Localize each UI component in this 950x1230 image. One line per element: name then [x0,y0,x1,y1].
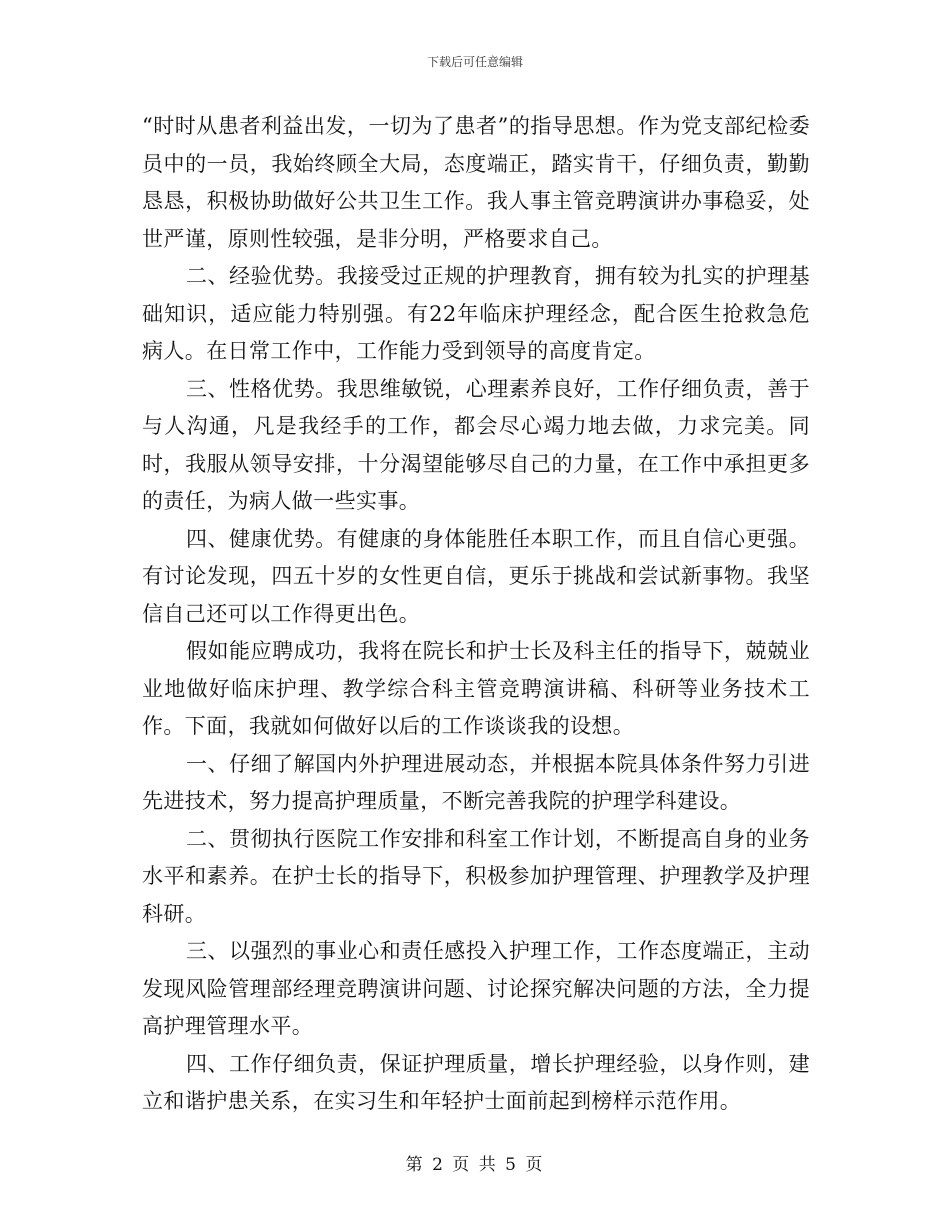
paragraph-health-advantage: 四、健康优势。有健康的身体能胜任本职工作，而且自信心更强。有讨论发现，四五十岁的女性更自信，更乐于挑战和尝试新事物。我坚信自己还可以工作得更出色。 [142,526,810,626]
paragraph-plan-three: 三、以强烈的事业心和责任感投入护理工作，工作态度端正，主动发现风险管理部经理竞聘演讲问题、讨论探究解决问题的方法，全力提高护理管理水平。 [142,939,810,1038]
document-body [142,108,810,1121]
page-number-footer: 第 2 页 共 5 页 [405,1155,545,1175]
paragraph-personality-advantage: 三、性格优势。我思维敏锐，心理素养良好，工作仔细负责，善于与人沟通，凡是我经手的工作，都会尽心竭力地去做，力求完美。同时，我服从领导安排，十分渴望能够尽自己的力量，在工作中承担更多的责任，为病人做一些实事。 [142,376,810,513]
paragraph-experience-advantage: 二、经验优势。我接受过正规的护理教育，拥有较为扎实的护理基础知识，适应能力特别强。有22年临床护理经念，配合医生抢救急危病人。在日常工作中，工作能力受到领导的高度肯定。 [142,264,810,363]
paragraph-plan-one: 一、仔细了解国内外护理进展动态，并根据本院具体条件努力引进先进技术，努力提高护理质量，不断完善我院的护理学科建设。 [142,751,810,813]
paragraph-plan-four: 四、工作仔细负责，保证护理质量，增长护理经验，以身作则，建立和谐护患关系，在实习生和年轻护士面前起到榜样示范作用。 [142,1051,810,1113]
paragraph-if-successful: 假如能应聘成功，我将在院长和护士长及科主任的指导下，兢兢业业地做好临床护理、教学综合科主管竞聘演讲稿、科研等业务技术工作。下面，我就如何做好以后的工作谈谈我的设想。 [142,639,810,738]
page-header: 下载后可任意编辑 [426,55,523,69]
paragraph-plan-two: 二、贯彻执行医院工作安排和科室工作计划，不断提高自身的业务水平和素养。在护士长的指导下，积极参加护理管理、护理教学及护理科研。 [142,826,810,926]
paragraph-continuation: “时时从患者利益出发，一切为了患者”的指导思想。作为党支部纪检委员中的一员，我始终顾全大局，态度端正，踏实肯干，仔细负责，勤勤恳恳，积极协助做好公共卫生工作。我人事主管竞聘演讲办事稳妥，处世严谨，原则性较强，是非分明，严格要求自己。 [142,114,810,251]
